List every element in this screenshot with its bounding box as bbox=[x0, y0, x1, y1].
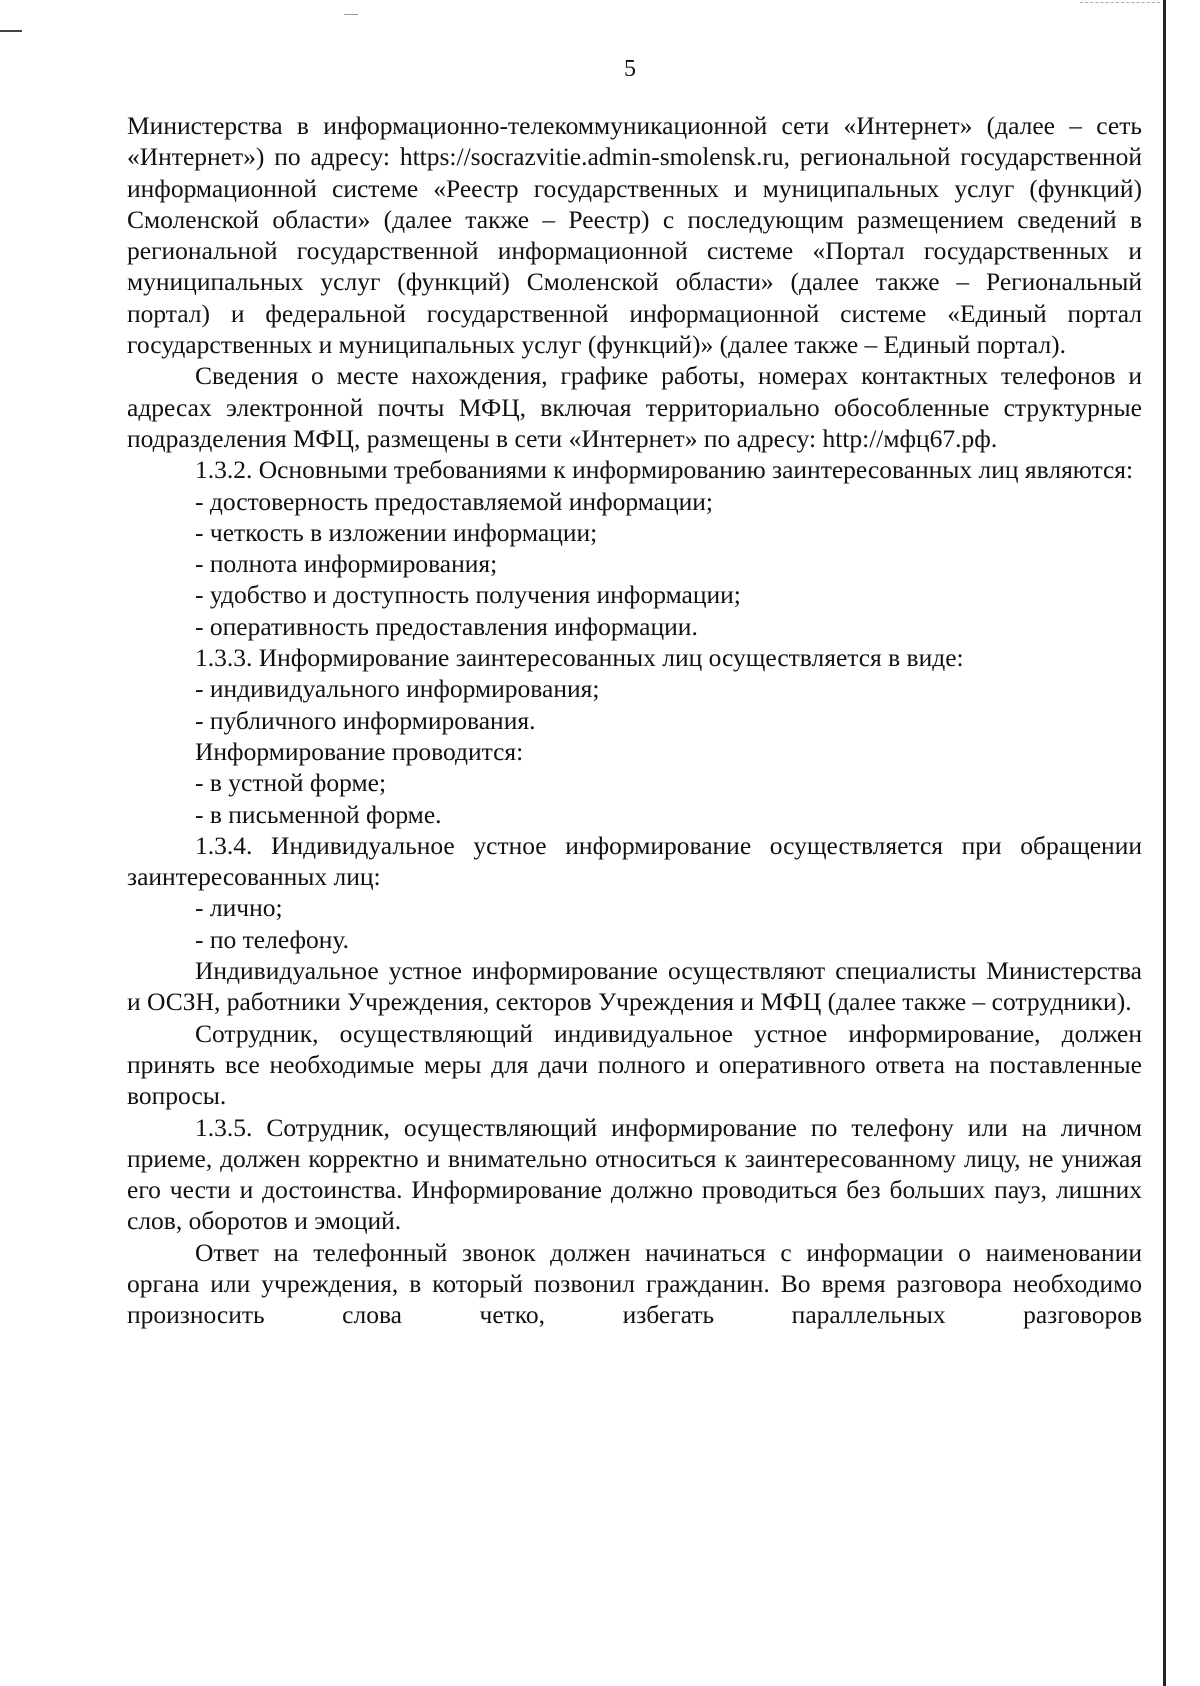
paragraph-employee-duty: Сотрудник, осуществляющий индивидуальное устное информирование, должен принять все необходимые меры для дачи полного и оперативного ответа на поставленные вопросы. bbox=[127, 1018, 1142, 1111]
list-item: - индивидуального информирования; bbox=[195, 674, 600, 704]
list-item: - удобство и доступность получения информации; bbox=[195, 580, 741, 610]
paragraph-1-3-5: 1.3.5. Сотрудник, осуществляющий информирование по телефону или на личном приеме, должен корректно и внимательно относиться к заинтересованному лицу, не унижая его чести и достоинства. Информирование должно проводиться без больших пауз, лишних слов, оборотов и эмоций. bbox=[127, 1112, 1142, 1236]
paragraph-1-3-4: 1.3.4. Индивидуальное устное информирование осуществляется при обращении заинтересованных лиц: bbox=[127, 830, 1142, 892]
paragraph-specialists: Индивидуальное устное информирование осуществляют специалисты Министерства и ОСЗН, работники Учреждения, секторов Учреждения и МФЦ (далее также – сотрудники). bbox=[127, 956, 1142, 1017]
paragraph-phone-answer: Ответ на телефонный звонок должен начинаться с информации о наименовании органа или учреждения, в который позвонил гражданин. Во время разговора необходимо произносить слова четко, избегать параллельных разговоров bbox=[127, 1237, 1142, 1330]
paragraph-mfc-info: Сведения о месте нахождения, графике работы, номерах контактных телефонов и адресах электронной почты МФЦ, включая территориально обособленные структурные подразделения МФЦ, размещены в сети «Интернет» по адресу: http://мфц67.рф. bbox=[127, 361, 1142, 453]
list-item: - по телефону. bbox=[195, 924, 349, 954]
list-item: - достоверность предоставляемой информации; bbox=[195, 486, 714, 516]
scan-edge-mark bbox=[344, 14, 358, 15]
list-item: - в устной форме; bbox=[195, 768, 387, 798]
list-item: - четкость в изложении информации; bbox=[195, 517, 598, 547]
document-body bbox=[127, 110, 1142, 1331]
page-number: 5 bbox=[624, 56, 636, 82]
list-item: - публичного информирования. bbox=[195, 705, 536, 735]
list-item: - полнота информирования; bbox=[195, 549, 498, 579]
paragraph-informing-forms: Информирование проводится: bbox=[195, 736, 524, 766]
list-item: - лично; bbox=[195, 893, 283, 923]
scan-edge-mark bbox=[0, 30, 22, 32]
paragraph-continuation: Министерства в информационно-телекоммуникационной сети «Интернет» (далее – сеть «Интернет») по адресу: https://socrazvitie.admin-smolensk.ru, региональной государственной информационной системе «Реестр государственных и муниципальных услуг (функций) Смоленской области» (далее также – Реестр) с последующим размещением сведений в региональной государственной информационной системе «Портал государственных и муниципальных услуг (функций) Смоленской области» (далее также – Региональный портал) и федеральной государственной информационной системе «Единый портал государственных и муниципальных услуг (функций)» (далее также – Единый портал). bbox=[127, 111, 1142, 360]
paragraph-1-3-2: 1.3.2. Основными требованиями к информированию заинтересованных лиц являются: bbox=[195, 455, 1134, 485]
list-item: - в письменной форме. bbox=[195, 799, 442, 829]
paragraph-1-3-3: 1.3.3. Информирование заинтересованных лиц осуществляется в виде: bbox=[195, 643, 964, 673]
scan-edge-mark bbox=[1080, 2, 1160, 4]
list-item: - оперативность предоставления информации. bbox=[195, 611, 698, 641]
scan-right-edge bbox=[1163, 0, 1166, 1686]
